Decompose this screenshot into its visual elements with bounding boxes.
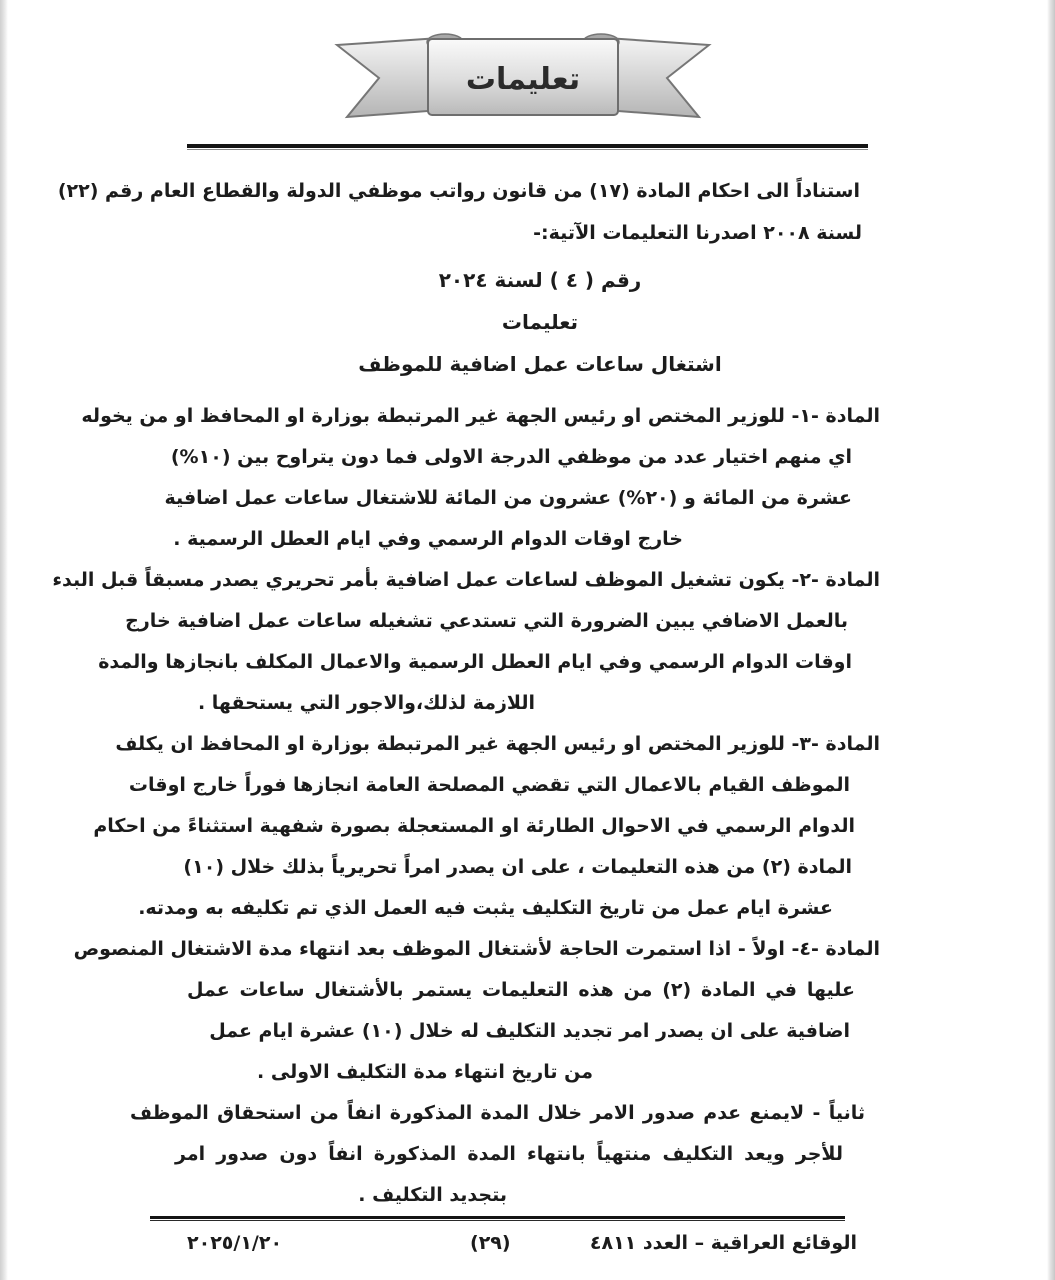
footer-divider-rule: [150, 1216, 845, 1222]
intro-line: استناداً الى احكام المادة (١٧) من قانون رواتب موظفي الدولة والقطاع العام رقم (٢٢): [57, 180, 860, 202]
article-line: الموظف القيام بالاعمال التي تقضي المصلحة العامة انجازها فوراً خارج اوقات: [128, 774, 850, 796]
article-line: اللازمة لذلك،والاجور التي يستحقها .: [197, 692, 535, 714]
article-line: اوقات الدوام الرسمي وفي ايام العطل الرسمية والاعمال المكلف بانجازها والمدة: [98, 651, 852, 673]
article-4-second-clause: [0, 1093, 1055, 1216]
article-line: المادة (٢) من هذه التعليمات ، على ان يصدر امراً تحريرياً بذلك خلال (١٠): [183, 856, 852, 878]
regulation-subject-title: اشتغال ساعات عمل اضافية للموظف: [358, 352, 722, 376]
ribbon-graphic: [333, 27, 713, 122]
intro-line: لسنة ٢٠٠٨ اصدرنا التعليمات الآتية:-: [533, 222, 862, 244]
banner-title: تعليمات: [465, 62, 581, 97]
document-headings: [225, 259, 855, 385]
footer-publication-name: الوقائع العراقية – العدد ٤٨١١: [589, 1232, 857, 1254]
article-line: المادة -٤- اولاً - اذا استمرت الحاجة لأشتغال الموظف بعد انتهاء مدة الاشتغال المنصوص: [73, 938, 880, 960]
footer-page-number: (٢٩): [470, 1232, 511, 1254]
article-line: عشرة ايام عمل من تاريخ التكليف يثبت فيه العمل الذي تم تكليفه به ومدته.: [138, 897, 833, 919]
intro-paragraph: [0, 170, 1055, 254]
article-line: ثانياً - لايمنع عدم صدور الامر خلال المدة المذكورة انفاً من استحقاق الموظف: [130, 1102, 865, 1124]
article-line: الدوام الرسمي في الاحوال الطارئة او المستعجلة بصورة شفهية استثناءً من احكام: [93, 815, 855, 837]
article-line: عشرة من المائة و (٢٠%) عشرون من المائة للاشتغال ساعات عمل اضافية: [164, 487, 852, 509]
article-line: عليها في المادة (٢) من هذه التعليمات يستمر بالأشتغال ساعات عمل: [187, 979, 855, 1001]
article-line: للأجر ويعد التكليف منتهياً بانتهاء المدة المذكورة انفاً دون صدور امر: [175, 1143, 843, 1165]
regulation-number-title: رقم ( ٤ ) لسنة ٢٠٢٤: [438, 268, 642, 292]
article-line: من تاريخ انتهاء مدة التكليف الاولى .: [257, 1061, 593, 1083]
article-line: اي منهم اختيار عدد من موظفي الدرجة الاولى فما دون يتراوح بين (١٠%): [170, 446, 852, 468]
article-line: خارج اوقات الدوام الرسمي وفي ايام العطل الرسمية .: [173, 528, 683, 550]
article-3: [0, 724, 1055, 929]
footer-date: ٢٠٢٥/١/٢٠: [187, 1232, 283, 1254]
articles-body: [0, 396, 1055, 1216]
article-line: بالعمل الاضافي يبين الضرورة التي تستدعي تشغيله ساعات عمل اضافية خارج: [125, 610, 848, 632]
article-1: [0, 396, 1055, 560]
article-line: المادة -٣- للوزير المختص او رئيس الجهة غير المرتبطة بوزارة او المحافظ ان يكلف: [115, 733, 880, 755]
title-ribbon-banner: [333, 27, 713, 122]
header-divider-rule: [187, 144, 868, 151]
article-line: بتجديد التكليف .: [358, 1184, 507, 1206]
regulation-type-title: تعليمات: [501, 310, 579, 334]
article-line: المادة -١- للوزير المختص او رئيس الجهة غير المرتبطة بوزارة او المحافظ او من يخوله: [81, 405, 880, 427]
article-4-first-clause: [0, 929, 1055, 1093]
article-line: اضافية على ان يصدر امر تجديد التكليف له خلال (١٠) عشرة ايام عمل: [209, 1020, 850, 1042]
article-line: المادة -٢- يكون تشغيل الموظف لساعات عمل اضافية بأمر تحريري يصدر مسبقاً قبل البدء: [52, 569, 880, 591]
article-2: [0, 560, 1055, 724]
